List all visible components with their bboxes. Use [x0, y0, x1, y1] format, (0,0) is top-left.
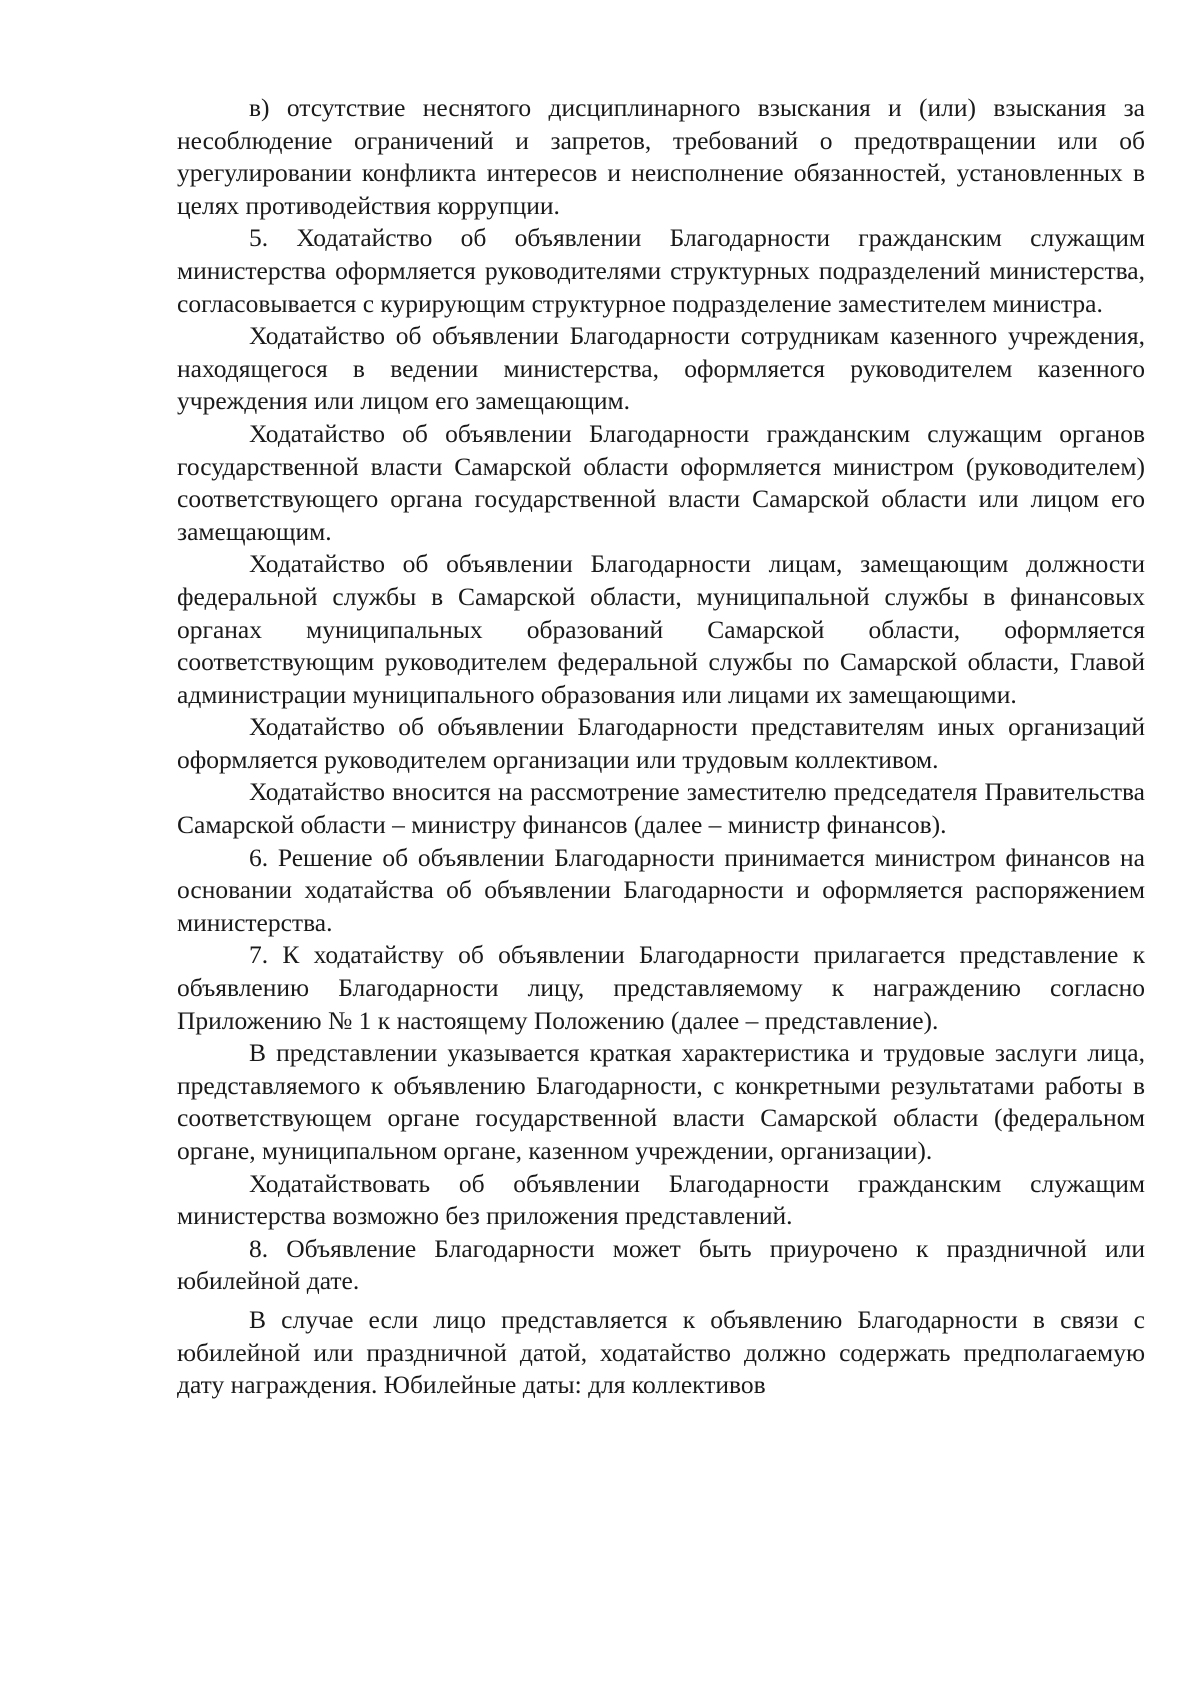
paragraph-anniversary-dates: В случае если лицо представляется к объявлению Благодарности в связи с юбилейной или праздничной датой, ходатайство должно содержать предполагаемую дату награждения. Юбилейные даты: для коллективов	[177, 1304, 1145, 1400]
paragraph-item-7: 7. К ходатайству об объявлении Благодарности прилагается представление к объявлению Благодарности лицу, представляемому к награждению согласно Приложению № 1 к настоящему Положению (далее – представление).	[177, 940, 1145, 1035]
paragraph-submission: Ходатайство вносится на рассмотрение заместителю председателя Правительства Самарской области – министру финансов (далее – министр финансов).	[177, 777, 1145, 840]
paragraph-ministry-without-representation: Ходатайствовать об объявлении Благодарности гражданским служащим министерства возможно без приложения представлений.	[177, 1168, 1145, 1231]
paragraph-state-bodies-petition: Ходатайство об объявлении Благодарности гражданским служащим органов государственной власти Самарской области оформляется министром (руководителем) соответствующего органа государственной власти Самарской области или лицом его замещающим.	[177, 418, 1145, 546]
paragraph-other-organizations-petition: Ходатайство об объявлении Благодарности представителям иных организаций оформляется руководителем организации или трудовым коллективом.	[177, 712, 1145, 774]
paragraph-disciplinary-condition: в) отсутствие неснятого дисциплинарного взыскания и (или) взыскания за несоблюдение ограничений и запретов, требований о предотвращении или об урегулировании конфликта интересов и неисполнение обязанностей, установленных в целях противодействия коррупции.	[177, 93, 1145, 220]
paragraph-institution-petition: Ходатайство об объявлении Благодарности сотрудникам казенного учреждения, находящегося в ведении министерства, оформляется руководителем казенного учреждения или лицом его замещающим.	[177, 321, 1145, 416]
paragraph-item-5: 5. Ходатайство об объявлении Благодарности гражданским служащим министерства оформляется руководителями структурных подразделений министерства, согласовывается с курирующим структурное подразделение заместителем министра.	[177, 223, 1145, 318]
paragraph-representation-content: В представлении указывается краткая характеристика и трудовые заслуги лица, представляемого к объявлению Благодарности, с конкретными результатами работы в соответствующем органе государственной власти Самарской области (федеральном органе, муниципальном органе, казенном учреждении, организации).	[177, 1038, 1145, 1165]
paragraph-federal-municipal-petition: Ходатайство об объявлении Благодарности лицам, замещающим должности федеральной службы в Самарской области, муниципальной службы в финансовых органах муниципальных образований Самарской области, оформляется соответствующим руководителем федеральной службы по Самарской области, Главой администрации муниципального образования или лицами их замещающими.	[177, 549, 1145, 709]
paragraph-item-8: 8. Объявление Благодарности может быть приурочено к праздничной или юбилейной дате.	[177, 1233, 1145, 1296]
document-body	[177, 92, 1145, 1402]
paragraph-item-6: 6. Решение об объявлении Благодарности принимается министром финансов на основании ходатайства об объявлении Благодарности и оформляется распоряжением министерства.	[177, 842, 1145, 937]
